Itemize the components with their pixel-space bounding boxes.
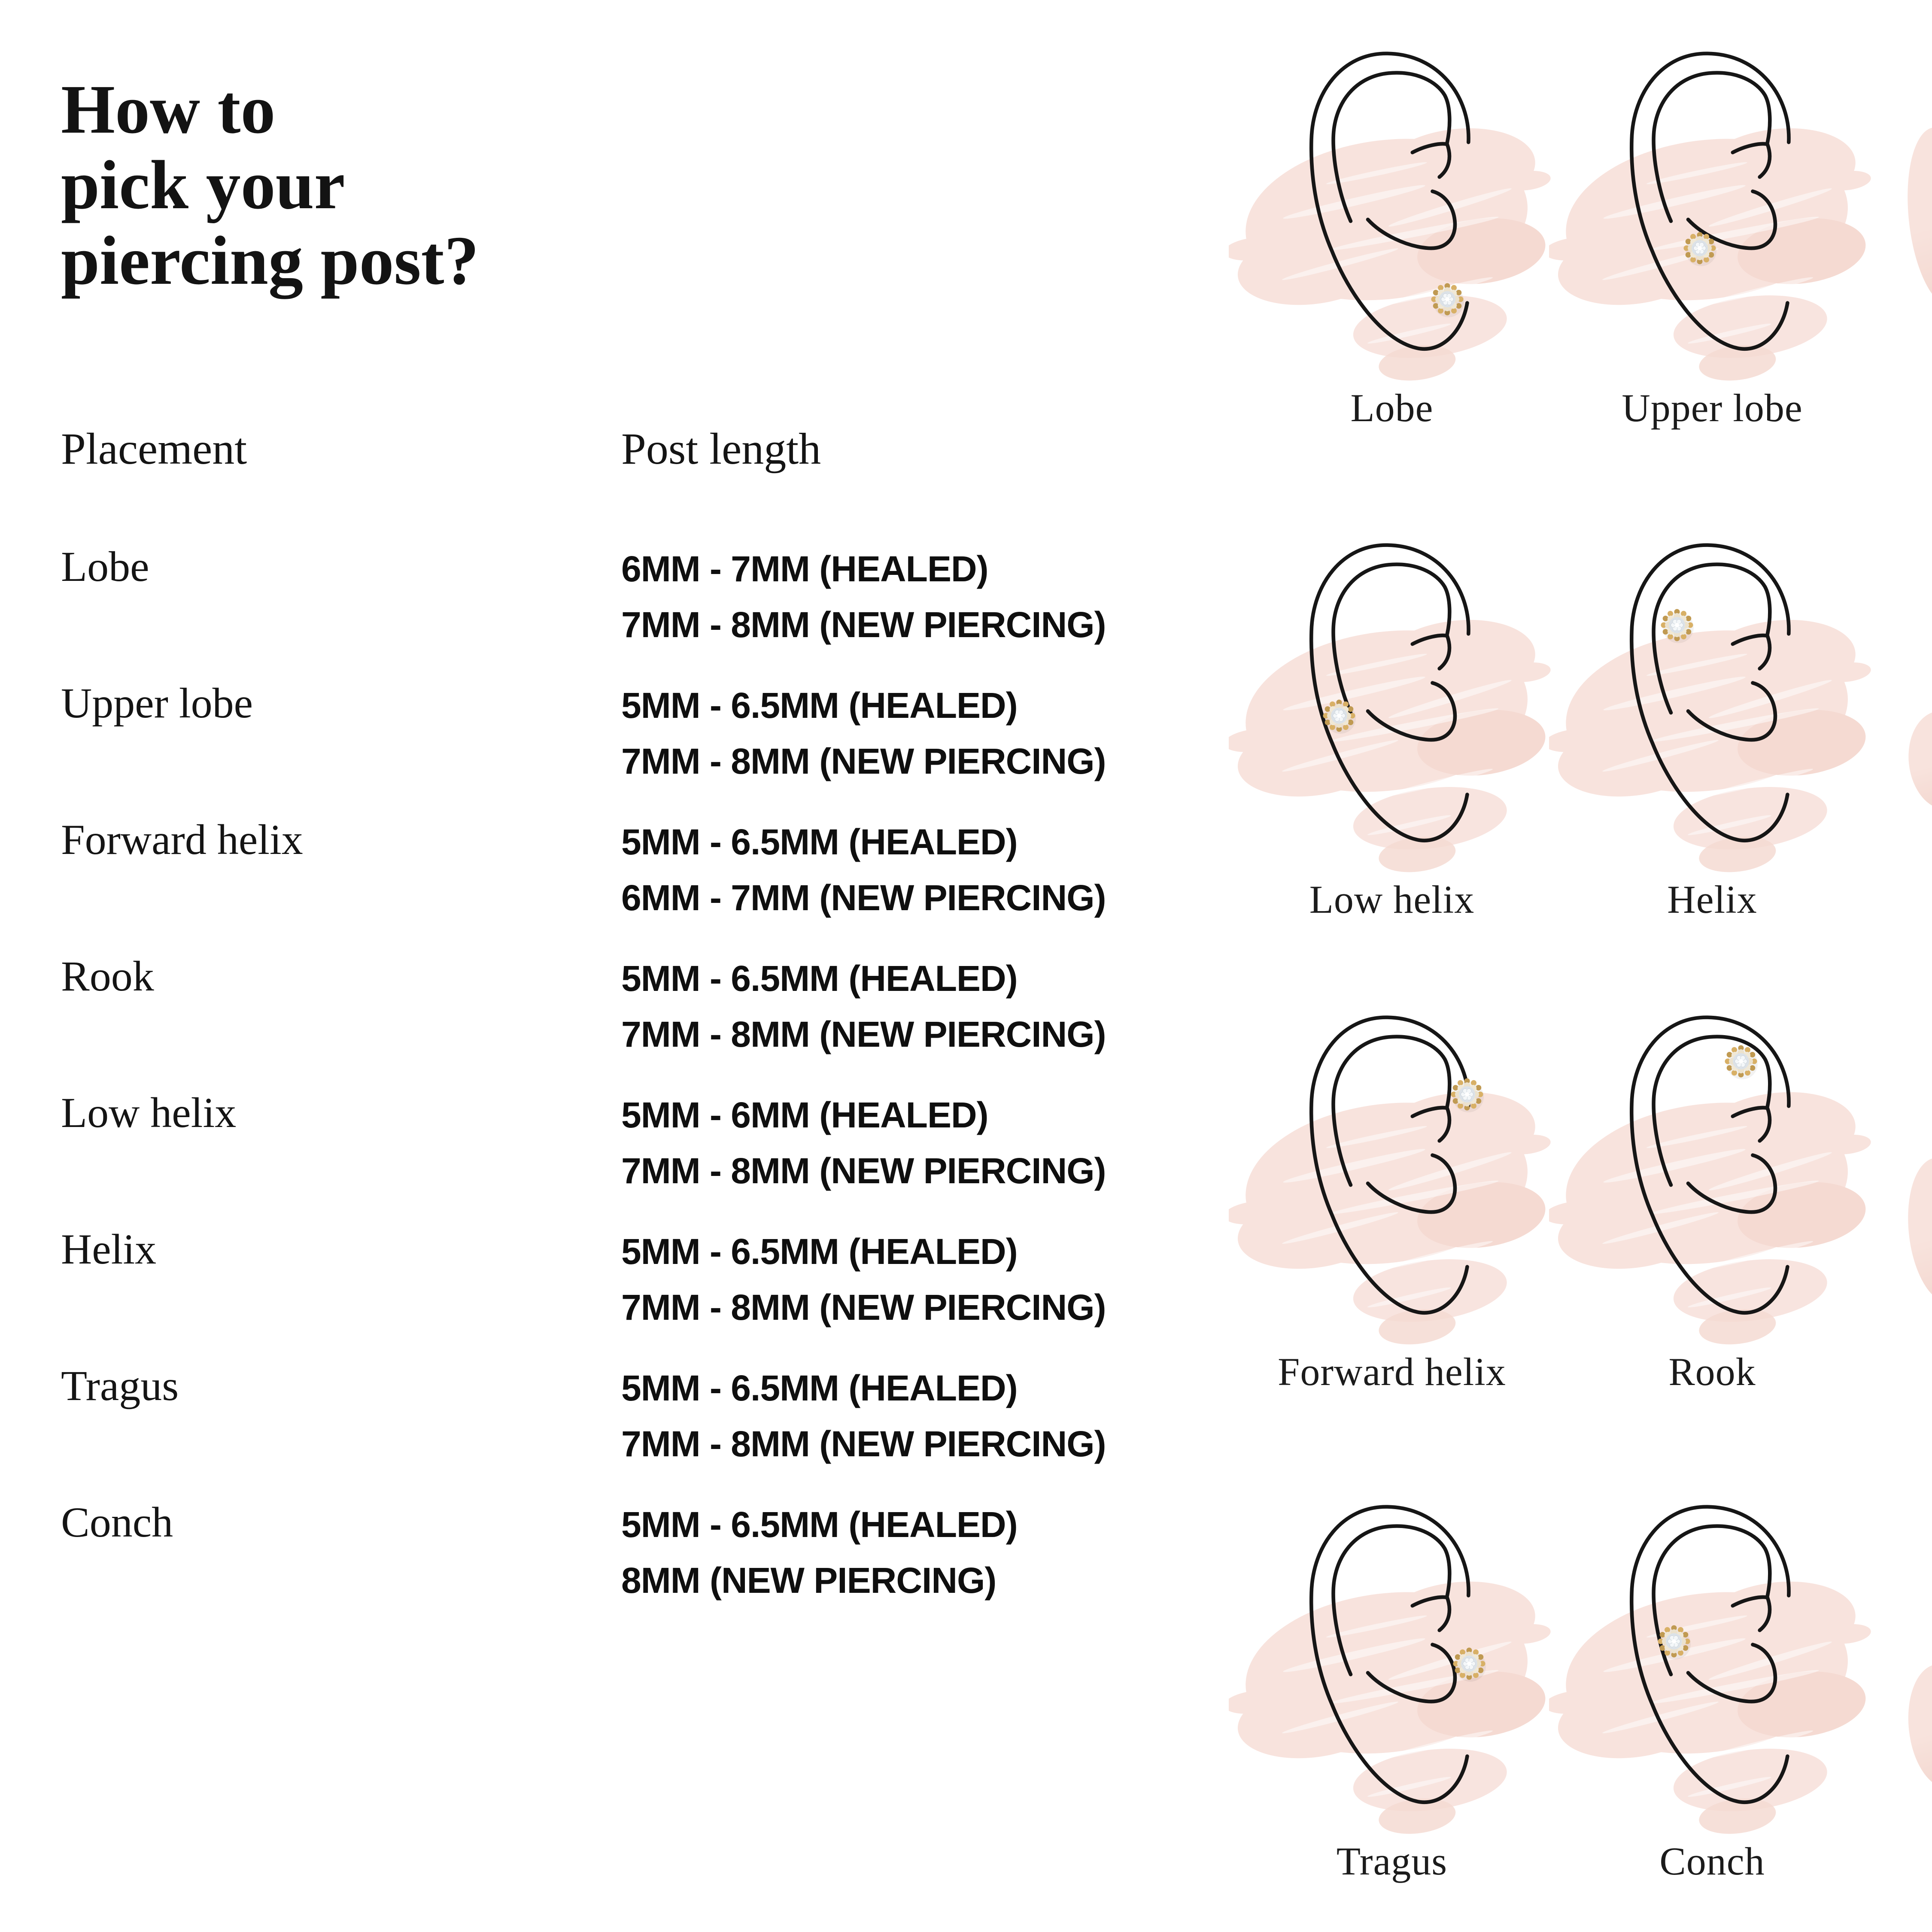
edge-splash-fragment [1899, 128, 1932, 310]
placement-label: Conch [61, 1498, 173, 1546]
ear-card-helix [1549, 513, 1875, 938]
earring-stud-rook-icon [1722, 1042, 1760, 1081]
ear-illustration [1308, 532, 1479, 852]
ear-illustration [1628, 1494, 1800, 1814]
placement-label: Forward helix [61, 816, 303, 863]
post-length-new: 7MM - 8MM (NEW PIERCING) [621, 1151, 1106, 1191]
ear-label: Rook [1668, 1350, 1756, 1394]
earring-stud-lobe-icon [1428, 280, 1467, 319]
ear-label: Conch [1659, 1839, 1765, 1883]
page-title-line: pick your [61, 147, 345, 224]
post-length-new: 7MM - 8MM (NEW PIERCING) [621, 605, 1106, 645]
edge-splash-fragment [1901, 1158, 1932, 1306]
placement-label: Lobe [61, 543, 149, 590]
ear-label: Forward helix [1278, 1350, 1506, 1394]
edge-splash-fragment [1902, 1665, 1932, 1792]
post-length-new: 7MM - 8MM (NEW PIERCING) [621, 1287, 1106, 1327]
ear-label: Helix [1667, 878, 1757, 921]
post-length-healed: 6MM - 7MM (HEALED) [621, 549, 988, 589]
page-title-line: piercing post? [61, 222, 479, 299]
ear-label: Low helix [1309, 878, 1475, 921]
page-title [61, 72, 479, 299]
ear-illustration [1628, 532, 1800, 852]
earring-stud-upper-lobe-icon [1680, 229, 1719, 267]
earring-stud-low-helix-icon [1320, 696, 1358, 735]
ear-illustration [1628, 1005, 1800, 1324]
ear-card-forward-helix [1229, 985, 1555, 1410]
ear-illustration [1628, 41, 1800, 361]
post-length-new: 6MM - 7MM (NEW PIERCING) [621, 878, 1106, 918]
post-length-healed: 5MM - 6.5MM (HEALED) [621, 958, 1018, 999]
post-length-new: 7MM - 8MM (NEW PIERCING) [621, 741, 1106, 781]
post-length-new: 8MM (NEW PIERCING) [621, 1560, 996, 1601]
post-length-healed: 5MM - 6.5MM (HEALED) [621, 1231, 1018, 1272]
post-length-healed: 5MM - 6.5MM (HEALED) [621, 685, 1018, 726]
column-header-post-length: Post length [621, 424, 821, 474]
ear-card-upper-lobe [1549, 21, 1875, 447]
ear-label: Tragus [1336, 1839, 1448, 1883]
earring-stud-helix-icon [1658, 606, 1696, 644]
post-length-healed: 5MM - 6.5MM (HEALED) [621, 822, 1018, 862]
earring-stud-tragus-icon [1450, 1644, 1488, 1683]
placement-label: Upper lobe [61, 679, 253, 727]
post-length-new: 7MM - 8MM (NEW PIERCING) [621, 1424, 1106, 1464]
page-title-line: How to [61, 71, 276, 148]
earring-stud-conch-icon [1655, 1622, 1693, 1661]
edge-splash-fragment [1904, 711, 1932, 813]
ear-card-conch [1549, 1475, 1875, 1900]
post-length-healed: 5MM - 6.5MM (HEALED) [621, 1368, 1018, 1408]
post-length-healed: 5MM - 6MM (HEALED) [621, 1095, 988, 1135]
earring-stud-forward-helix-icon [1448, 1075, 1486, 1114]
post-length-healed: 5MM - 6.5MM (HEALED) [621, 1504, 1018, 1545]
column-header-placement: Placement [61, 424, 247, 474]
ear-card-low-helix [1229, 513, 1555, 938]
ear-label: Upper lobe [1622, 386, 1803, 430]
ear-card-rook [1549, 985, 1875, 1410]
placement-label: Rook [61, 952, 154, 1000]
ear-illustration [1308, 1005, 1479, 1324]
placement-label: Low helix [61, 1089, 237, 1136]
ear-card-lobe [1229, 21, 1555, 447]
ear-card-tragus [1229, 1475, 1555, 1900]
post-length-new: 7MM - 8MM (NEW PIERCING) [621, 1014, 1106, 1054]
ear-label: Lobe [1350, 386, 1434, 430]
placement-label: Helix [61, 1225, 157, 1273]
placement-label: Tragus [61, 1362, 179, 1410]
